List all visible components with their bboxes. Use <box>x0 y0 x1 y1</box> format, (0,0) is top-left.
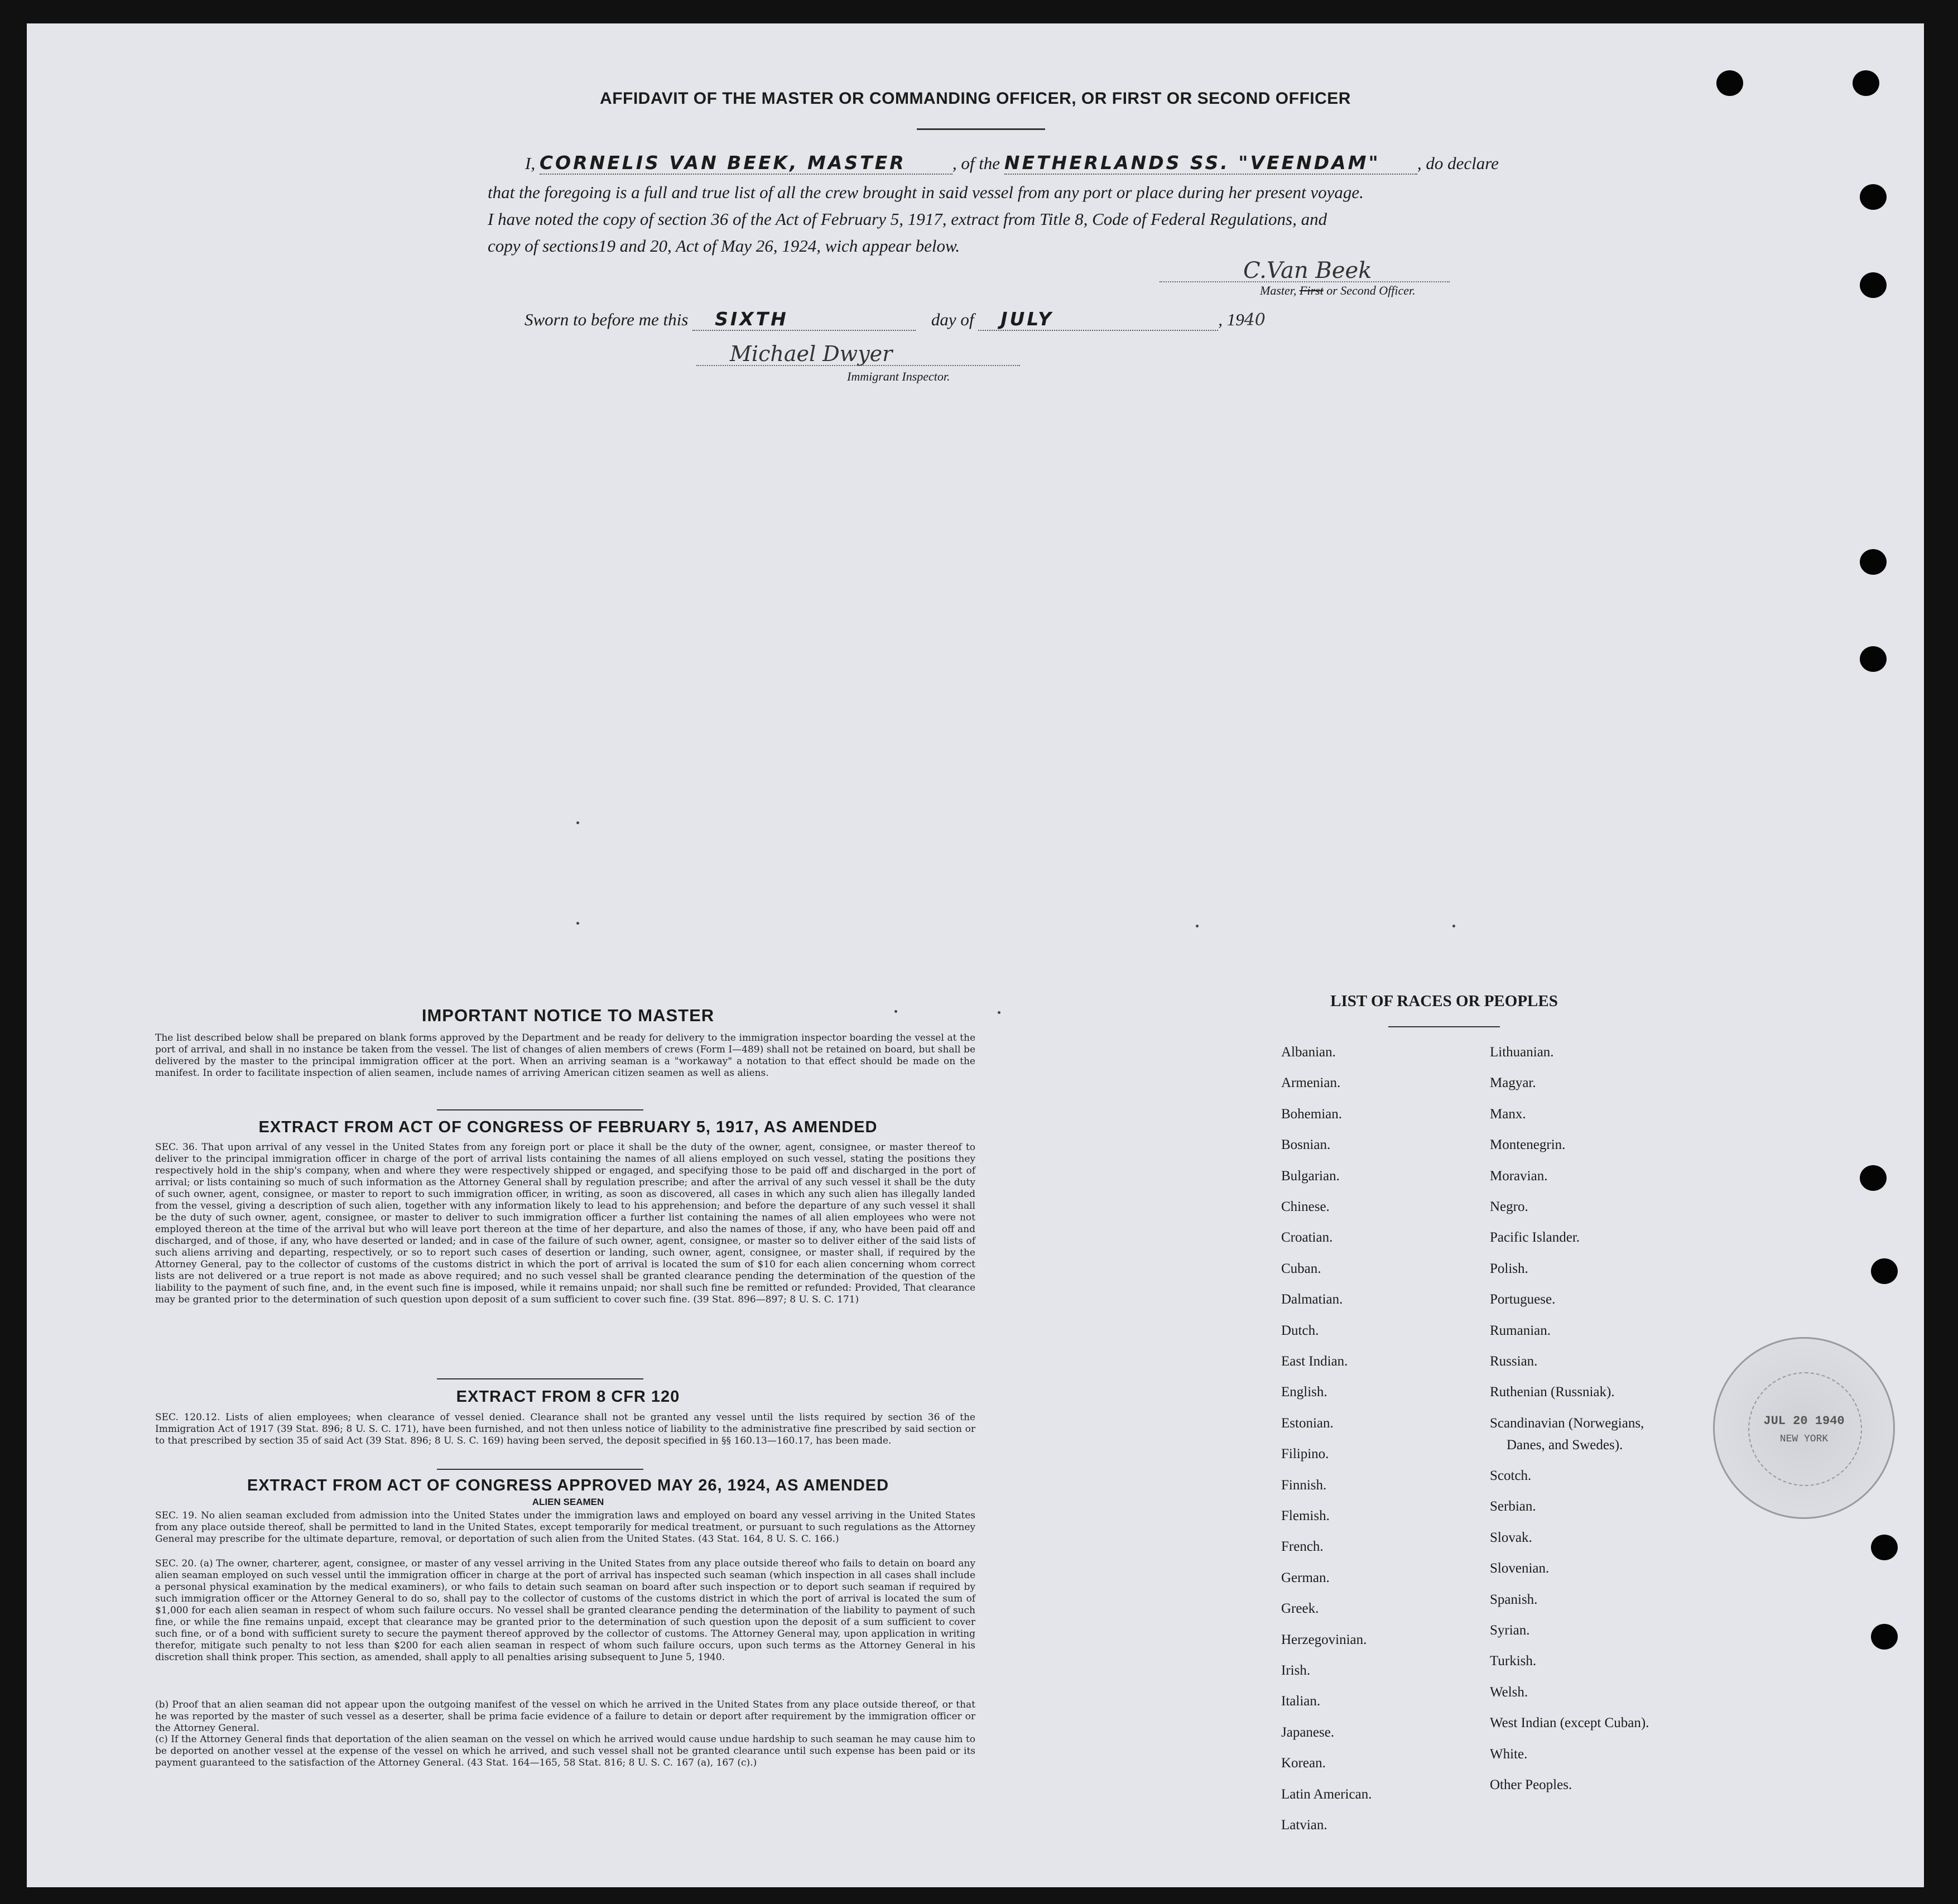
inspector-signature: Michael Dwyer <box>730 342 893 366</box>
races-divider <box>1388 1026 1500 1027</box>
race-item: Ruthenian (Russniak). <box>1490 1384 1615 1400</box>
receipt-stamp <box>1713 1337 1895 1519</box>
race-item: Latvian. <box>1281 1818 1327 1833</box>
divider <box>437 1469 643 1470</box>
race-item: Albanian. <box>1281 1045 1336 1060</box>
cfr-body: SEC. 120.12. Lists of alien employees; when clearance of vessel denied. Clearance shall not be granted any vessel until the lists required by section 36 of the Immigration Act of 1917 (39 Stat. 896; 8 U. S. C. 171), have been furnished, and not then unless notice of liability to the administrative fine prescribed by said section or to that prescribed by section 35 of said Act (39 Stat. 896; 8 U. S. C. 169) having been served, the deposit specified in §§ 160.13—160.17, has been made. <box>155 1412 975 1446</box>
race-item: Slovak. <box>1490 1530 1532 1545</box>
race-item: Chinese. <box>1281 1199 1330 1214</box>
race-item: Other Peoples. <box>1490 1777 1572 1792</box>
race-item: Pacific Islander. <box>1490 1230 1580 1246</box>
race-item: English. <box>1281 1384 1327 1400</box>
struck-first-text: First <box>1299 283 1324 297</box>
race-item: Armenian. <box>1281 1075 1341 1091</box>
race-item: Portuguese. <box>1490 1292 1556 1307</box>
act1924-sec20c: (c) If the Attorney General finds that deportation of the alien seaman on the vessel on which he arrived would cause undue hardship to such seaman he may cause him to be deported on another vessel at the expense of the vessel on which he arrived, and such vessel shall not be granted clearance until such expense has been paid or its payment guaranteed to the satisfaction of the Attorney General. (43 Stat. 164—165, 58 Stat. 816; 8 U. S. C. 167 (a), 167 (c).) <box>155 1734 975 1768</box>
act1924-sec20a: SEC. 20. (a) The owner, charterer, agent, consignee, or master of any vessel arriving in the United States from any place outside thereof who fails to detain on board any alien seaman employed on such vessel until the immigration officer in charge at the port of arrival has inspected such seaman (which inspection in all cases shall include a personal physical examination by the medical examiners), or who fails to detain such seaman on board after such inspection or to deport such seaman if required by such immigration officer or the Attorney General to do so, shall pay to the collector of customs of the customs district in which the port of arrival is located the sum of $1,000 for each alien seaman in respect of whom such failure occurs. No vessel shall be granted clearance pending the determination of the liability to payment of such fine, or while the fine remains unpaid, except that clearance may be granted prior to the determination of such question upon the deposit of a sum sufficient to cover such fine, or of a bond with sufficient surety to secure the payment thereof approved by the collector of customs. The Attorney General may, upon application in writing therefor, mitigate such penalty to not less than $200 for each alien seaman in respect of whom such failure occurs, upon such terms as the Attorney General in his discretion shall think proper. This section, as amended, shall apply to all penalties arising subsequent to June 5, 1940. <box>155 1558 975 1663</box>
divider <box>437 1378 643 1379</box>
sworn-line <box>525 308 1266 331</box>
race-item: French. <box>1281 1539 1324 1555</box>
punch-hole <box>1871 1624 1898 1650</box>
punch-hole <box>1860 549 1887 575</box>
act1924-sec20b: (b) Proof that an alien seaman did not appear upon the outgoing manifest of the vessel on which he arrived in the United States from any place outside thereof, or that he was reported by the master of such vessel as a deserter, shall be prima facie evidence of a failure to detain or deport after requirement by the immigration officer or the Attorney General. <box>155 1699 975 1734</box>
race-item: Montenegrin. <box>1490 1137 1566 1153</box>
race-item: Bulgarian. <box>1281 1168 1340 1184</box>
race-item: Danes, and Swedes). <box>1507 1437 1623 1453</box>
race-item: German. <box>1281 1570 1330 1585</box>
act1924-sec19: SEC. 19. No alien seaman excluded from admission into the United States under the immigration laws and employed on board any vessel arriving in the United States from any place outside thereof, shall be permitted to land in the United States, except temporarily for medical treatment, or pursuant to such regulations as the Attorney General may prescribe for the ultimate departure, removal, or deportation of such alien from the United States. (43 Stat. 164, 8 U. S. C. 166.) <box>155 1510 975 1545</box>
line1-prefix: I, <box>525 153 536 173</box>
act1924-title: EXTRACT FROM ACT OF CONGRESS APPROVED MAY 26, 1924, AS AMENDED <box>247 1477 889 1494</box>
race-item: Irish. <box>1281 1663 1311 1678</box>
races-title: LIST OF RACES OR PEOPLES <box>1330 992 1558 1010</box>
race-item: Dutch. <box>1281 1323 1319 1338</box>
race-item: Rumanian. <box>1490 1323 1551 1338</box>
race-item: Cuban. <box>1281 1261 1321 1276</box>
master-caption <box>1260 283 1416 298</box>
affidavit-title: AFFIDAVIT OF THE MASTER OR COMMANDING OFFICER, OR FIRST OR SECOND OFFICER <box>600 89 1351 108</box>
notice-body: The list described below shall be prepared on blank forms approved by the Department and be ready for delivery to the immigration inspector boarding the vessel at the port of arrival, and shall in no instance be taken from the vessel. The list of changes of alien members of crews (Form I—489) shall not be retained on board, but shall be delivered by the master to the principal immigration officer at the port. When an arriving seaman is a "workaway" a notation to that effect should be made on the manifest. In order to facilitate inspection of alien seamen, include names of arriving American citizen seamen as well as aliens. <box>155 1032 975 1079</box>
month-field: JULY <box>978 308 1218 331</box>
year-field: 40 <box>1244 310 1266 330</box>
stamp-date: JUL 20 1940 <box>1763 1414 1845 1428</box>
punch-hole <box>1871 1258 1898 1284</box>
race-item: Italian. <box>1281 1694 1321 1709</box>
of-the-text: , of the <box>952 153 1000 173</box>
stamp-ring <box>1748 1372 1862 1486</box>
act1917-title: EXTRACT FROM ACT OF CONGRESS OF FEBRUARY 5, 1917, AS AMENDED <box>258 1118 878 1136</box>
punch-hole <box>1860 646 1887 672</box>
master-caption-text: Master, <box>1260 283 1297 297</box>
speck <box>1196 925 1199 927</box>
affidavit-line2: that the foregoing is a full and true list of all the crew brought in said vessel from any port or place during her present voyage. <box>488 182 1364 202</box>
affidavit-line3: I have noted the copy of section 36 of the Act of February 5, 1917, extract from Title 8, Code of Federal Regulations, and <box>488 209 1327 229</box>
act1924-subtitle: ALIEN SEAMEN <box>532 1497 604 1507</box>
race-item: Finnish. <box>1281 1477 1327 1493</box>
affidavit-line4: copy of sections19 and 20, Act of May 26, 1924, wich appear below. <box>488 236 960 256</box>
race-item: Serbian. <box>1490 1499 1536 1514</box>
speck <box>576 922 579 925</box>
race-item: Croatian. <box>1281 1230 1333 1246</box>
race-item: Welsh. <box>1490 1684 1528 1700</box>
race-item: Filipino. <box>1281 1446 1329 1462</box>
race-item: Herzegovinian. <box>1281 1632 1367 1647</box>
race-item: Latin American. <box>1281 1786 1372 1802</box>
race-item: Syrian. <box>1490 1622 1530 1638</box>
punch-hole <box>1860 272 1887 298</box>
stamp-city: NEW YORK <box>1779 1434 1829 1445</box>
race-item: Lithuanian. <box>1490 1045 1554 1060</box>
master-signature: C.Van Beek <box>1243 258 1372 283</box>
race-item: Spanish. <box>1490 1592 1538 1607</box>
race-item: Polish. <box>1490 1261 1528 1276</box>
sworn-prefix: Sworn to before me this <box>525 310 689 329</box>
race-item: Bosnian. <box>1281 1137 1331 1153</box>
race-item: Magyar. <box>1490 1075 1536 1091</box>
race-item: Scandinavian (Norwegians, <box>1490 1415 1644 1431</box>
punch-hole <box>1860 1165 1887 1191</box>
race-item: Greek. <box>1281 1601 1319 1617</box>
race-item: Russian. <box>1490 1354 1538 1369</box>
cfr-title: EXTRACT FROM 8 CFR 120 <box>456 1388 680 1406</box>
divider <box>437 1109 643 1110</box>
day-of-text: day of <box>931 310 974 329</box>
race-item: Turkish. <box>1490 1653 1537 1669</box>
race-item: Scotch. <box>1490 1468 1532 1483</box>
speck <box>998 1011 1000 1014</box>
race-item: Dalmatian. <box>1281 1292 1343 1307</box>
do-declare-text: , do declare <box>1417 153 1499 173</box>
speck <box>576 821 579 824</box>
day-field: SIXTH <box>692 308 916 331</box>
race-item: Estonian. <box>1281 1415 1334 1431</box>
race-item: Slovenian. <box>1490 1561 1550 1576</box>
notice-title: IMPORTANT NOTICE TO MASTER <box>421 1006 715 1025</box>
affidavit-line1 <box>525 152 1499 175</box>
race-item: Bohemian. <box>1281 1106 1343 1122</box>
act1917-body: SEC. 36. That upon arrival of any vessel in the United States from any foreign port or place it shall be the duty of the owner, agent, consignee, or master thereof to deliver to the principal immigration officer in charge of the port of arrival lists containing the names of all aliens employed on such vessel, stating the positions they respectively hold in the ship's company, when and where they were respectively shipped or engaged, and specifying those to be paid off and discharged in the port of arrival; or lists containing so much of such information as the Attorney General shall by regulation prescribe; and after the arrival of any such vessel it shall be the duty of such owner, agent, consignee, or master to report to such immigration officer, in writing, as soon as discovered, all cases in which any such alien has illegally landed from the vessel, giving a description of such alien, together with any information likely to lead to his apprehension; and before the departure of any such vessel it shall be the duty of such owner, agent, consignee, or master to deliver to such immigration officer a further list containing the names of all alien employees who were not employed thereon at the time of the arrival but who will leave port thereon at the time of her departure, and also the names of those, if any, who have been paid off and discharged, and of those, if any, who have deserted or landed; and in case of the failure of such owner, agent, consignee, or master so to deliver either of the said lists of such aliens arriving and departing, respectively, or so to report such cases of desertion or landing, such owner, agent, consignee, or master shall, if required by the Attorney General, pay to the collector of customs of the customs district in which the port of arrival is located the sum of $10 for each alien concerning whom correct lists are not delivered or a true report is not made as above required; and no such vessel shall be granted clearance pending the determination of the question of the liability to the payment of such fine, and, in the event such fine is imposed, while it remains unpaid; nor shall such fine be remitted or refunded: Provided, That clearance may be granted prior to the determination of such question upon deposit of a sum sufficient to cover such fine. (39 Stat. 896—897; 8 U. S. C. 171) <box>155 1142 975 1305</box>
master-signature-line <box>1160 281 1450 282</box>
document-page <box>27 23 1924 1887</box>
race-item: Flemish. <box>1281 1508 1330 1523</box>
race-item: West Indian (except Cuban). <box>1490 1715 1649 1731</box>
race-item: East Indian. <box>1281 1354 1348 1369</box>
punch-hole <box>1871 1535 1898 1560</box>
speck <box>1452 925 1455 927</box>
race-item: Japanese. <box>1281 1724 1335 1740</box>
race-item: Negro. <box>1490 1199 1528 1214</box>
race-item: White. <box>1490 1746 1528 1762</box>
title-divider <box>917 128 1045 130</box>
punch-hole <box>1853 70 1879 96</box>
inspector-signature-line <box>696 365 1020 366</box>
year-prefix: , 19 <box>1218 310 1244 329</box>
vessel-name-field: NETHERLANDS SS. "VEENDAM" <box>1004 152 1417 175</box>
punch-hole <box>1860 184 1887 210</box>
race-item: Moravian. <box>1490 1168 1548 1184</box>
punch-hole <box>1716 70 1743 96</box>
inspector-caption: Immigrant Inspector. <box>847 369 950 383</box>
race-item: Manx. <box>1490 1106 1526 1122</box>
race-item: Korean. <box>1281 1756 1326 1771</box>
master-name-field: CORNELIS VAN BEEK, MASTER <box>540 152 952 175</box>
master-caption-rest: or Second Officer. <box>1326 283 1416 297</box>
